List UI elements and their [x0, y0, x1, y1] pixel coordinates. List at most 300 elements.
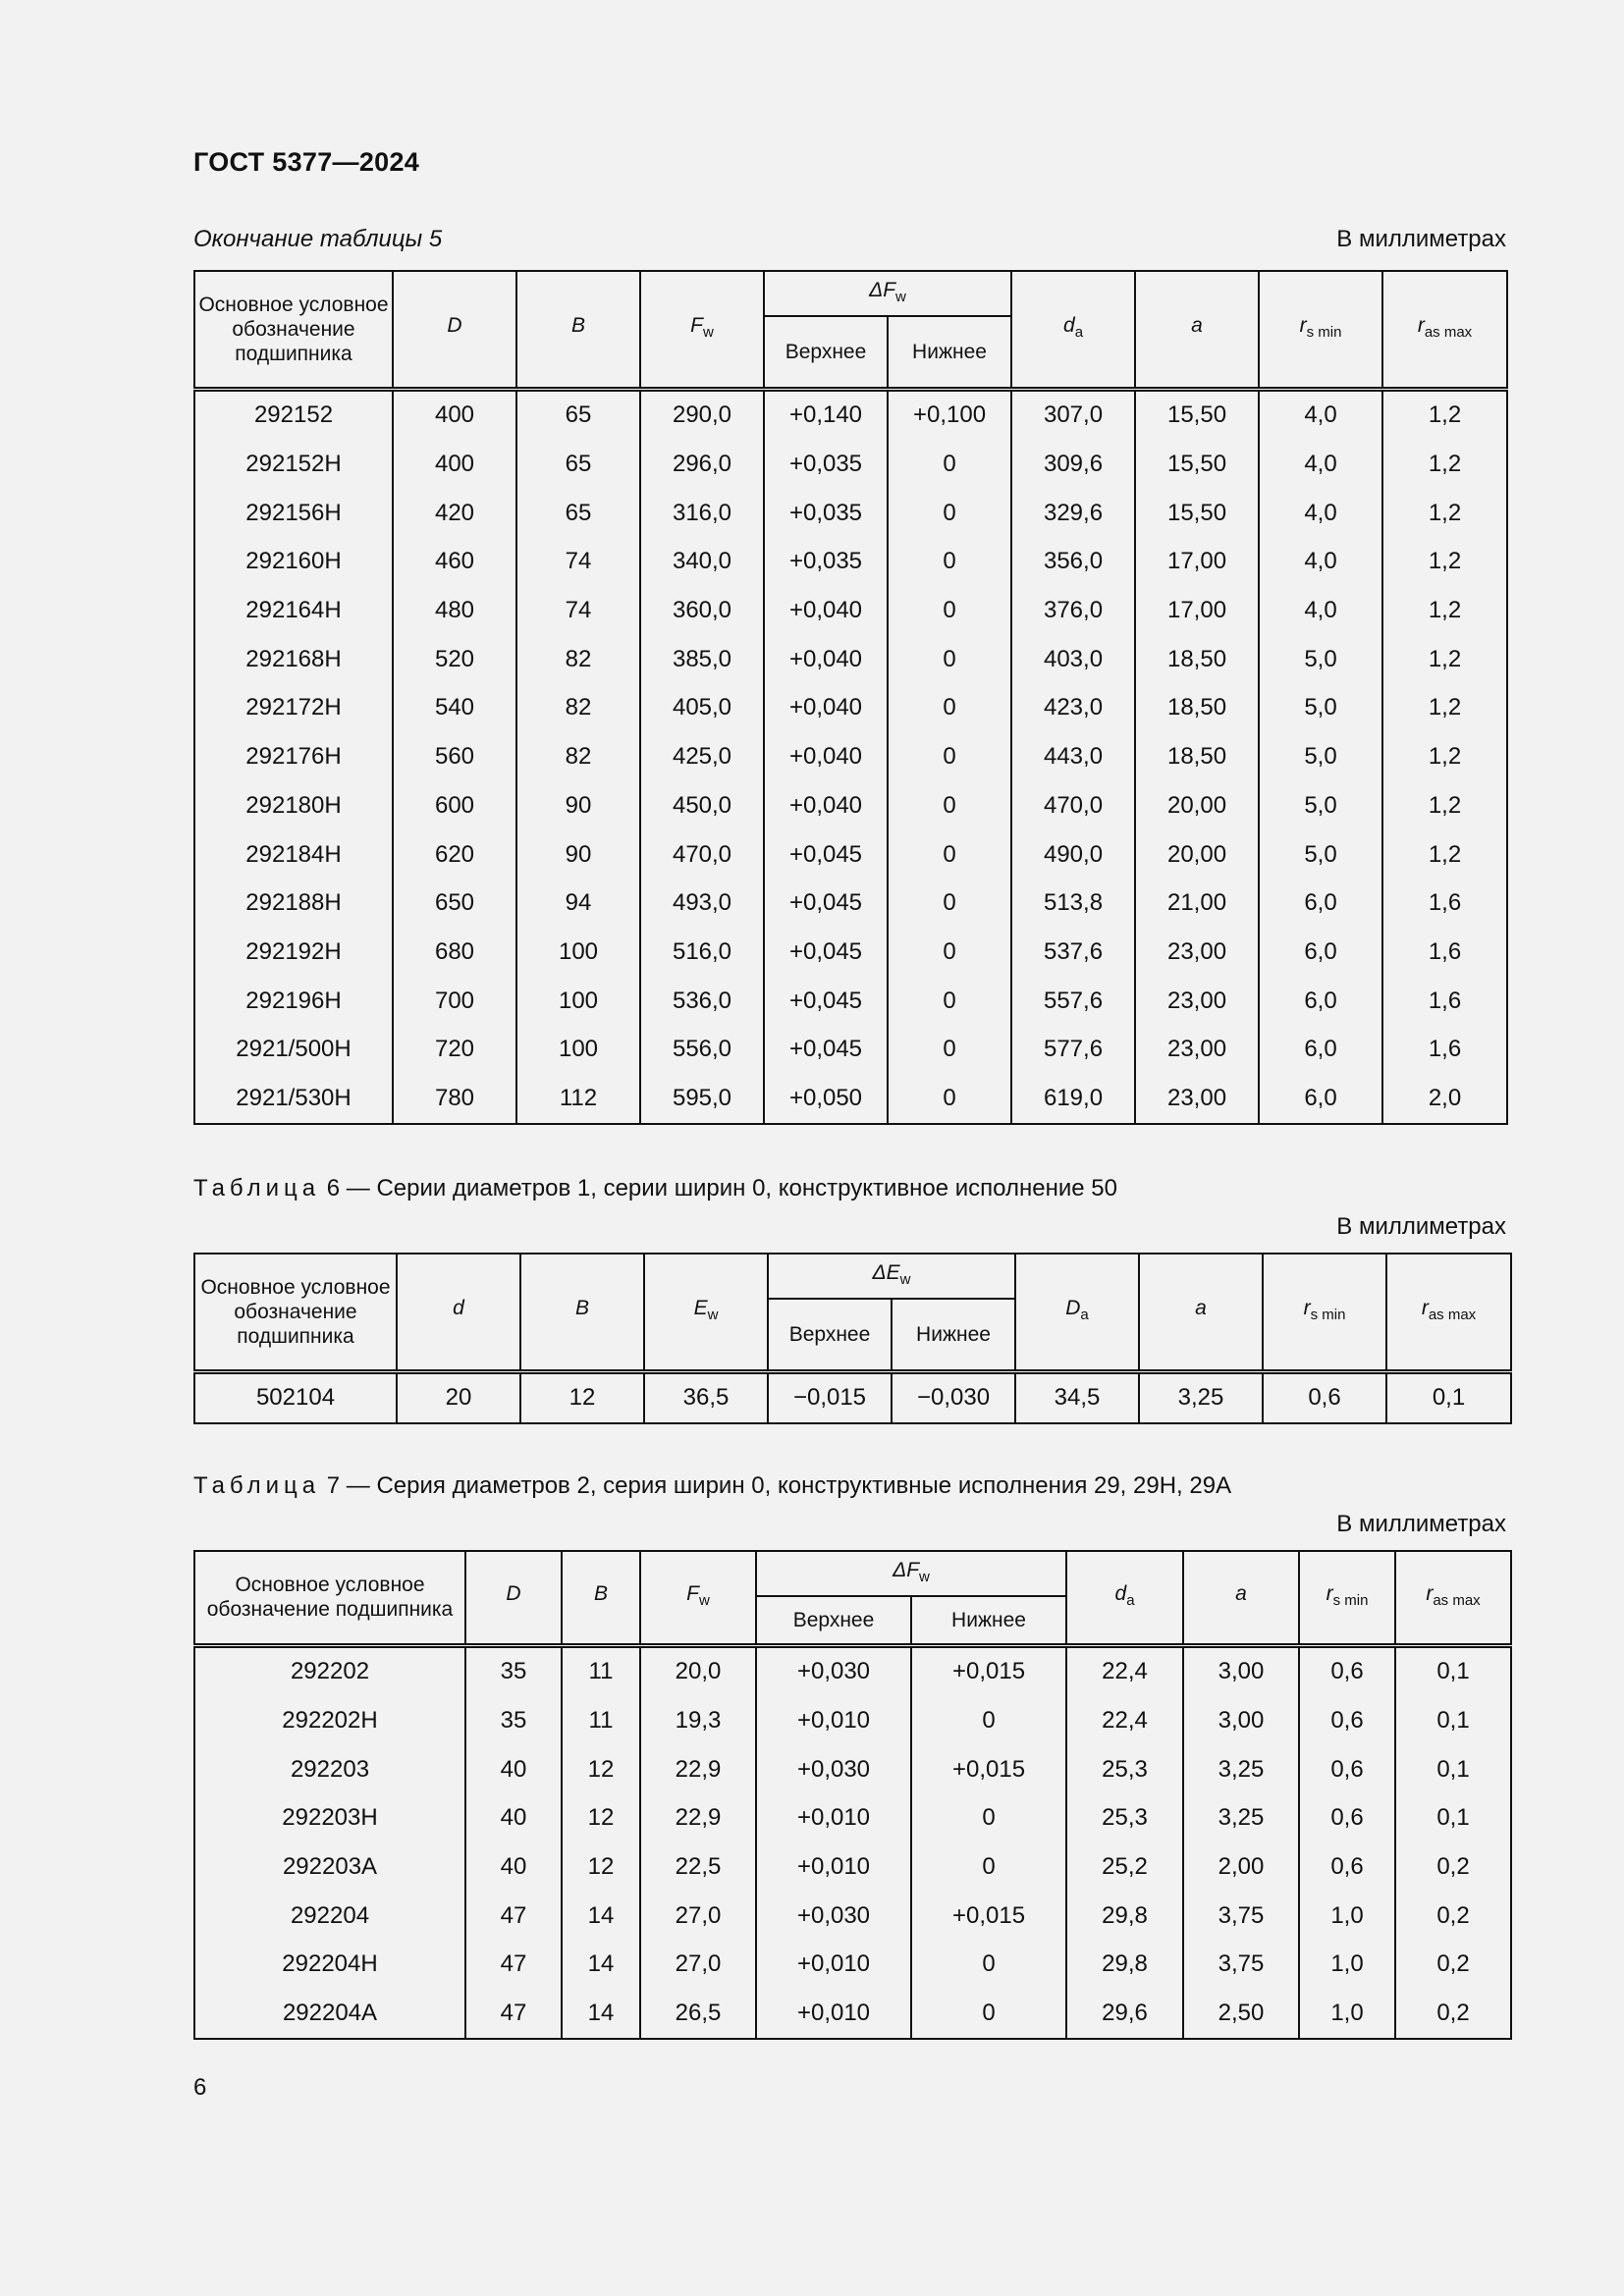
- table-cell: 443,0: [1011, 732, 1135, 781]
- table-cell: +0,050: [764, 1074, 888, 1124]
- table-cell: 5,0: [1259, 781, 1382, 830]
- table-cell: 0,6: [1299, 1794, 1395, 1843]
- table5-caption-row: [193, 226, 1506, 253]
- table-cell: 0: [911, 1989, 1066, 2039]
- table-cell: 307,0: [1011, 389, 1135, 440]
- table-cell: 290,0: [640, 389, 764, 440]
- table-cell: 22,5: [640, 1842, 756, 1892]
- table-row: [194, 879, 1507, 928]
- table-row: [194, 1892, 1511, 1941]
- table-cell: +0,010: [756, 1696, 911, 1745]
- lower-header: Нижнее: [888, 316, 1011, 389]
- col-header: $d_a$: [1066, 1551, 1183, 1645]
- table-cell: +0,100: [888, 389, 1011, 440]
- table-cell: 90: [516, 781, 640, 830]
- col-header: D: [465, 1551, 562, 1645]
- table-cell: +0,015: [911, 1892, 1066, 1941]
- table-cell: +0,045: [764, 928, 888, 977]
- table-cell: 15,50: [1135, 489, 1259, 538]
- table-cell: 4,0: [1259, 586, 1382, 635]
- table-cell: 40: [465, 1794, 562, 1843]
- table-cell: 0: [888, 781, 1011, 830]
- table-cell: 90: [516, 830, 640, 880]
- table-cell: 74: [516, 586, 640, 635]
- table-cell: +0,030: [756, 1745, 911, 1794]
- col-header: $r_{s min}$: [1259, 271, 1382, 389]
- page-number: 6: [193, 2074, 207, 2101]
- table-cell: 35: [465, 1696, 562, 1745]
- col-header: $r_{as max}$: [1382, 271, 1507, 389]
- table-row: [194, 1371, 1511, 1423]
- table-cell: +0,030: [756, 1645, 911, 1696]
- table-cell: 12: [562, 1842, 640, 1892]
- table-cell: 100: [516, 977, 640, 1026]
- table-cell: 619,0: [1011, 1074, 1135, 1124]
- table-cell: 5,0: [1259, 684, 1382, 733]
- table-row: [194, 635, 1507, 684]
- table-cell: 74: [516, 538, 640, 587]
- table-cell: 4,0: [1259, 538, 1382, 587]
- table-cell: 1,0: [1299, 1941, 1395, 1990]
- col-header: $d_a$: [1011, 271, 1135, 389]
- table-cell: 540: [393, 684, 516, 733]
- table-row: [194, 1794, 1511, 1843]
- table-cell: 376,0: [1011, 586, 1135, 635]
- table-cell: +0,015: [911, 1745, 1066, 1794]
- table-cell: 25,3: [1066, 1794, 1183, 1843]
- designation-cell: 292152: [194, 389, 393, 440]
- table-row: [194, 732, 1507, 781]
- table-cell: 309,6: [1011, 440, 1135, 489]
- table-cell: 1,6: [1382, 977, 1507, 1026]
- table-cell: 4,0: [1259, 489, 1382, 538]
- deviation-header: $\Delta E_w$: [768, 1254, 1015, 1299]
- table-cell: 112: [516, 1074, 640, 1124]
- table-row: [194, 928, 1507, 977]
- table-cell: 0,6: [1299, 1645, 1395, 1696]
- table-cell: 4,0: [1259, 440, 1382, 489]
- table7-caption-text: 7 — Серия диаметров 2, серия ширин 0, конструктивные исполнения 29, 29H, 29A: [326, 1472, 1232, 1499]
- col-header: $r_{s min}$: [1299, 1551, 1395, 1645]
- table-cell: 11: [562, 1696, 640, 1745]
- table-row: [194, 1842, 1511, 1892]
- table-cell: 460: [393, 538, 516, 587]
- table-cell: 29,8: [1066, 1941, 1183, 1990]
- table-cell: 296,0: [640, 440, 764, 489]
- table-cell: 0: [888, 489, 1011, 538]
- table-cell: 23,00: [1135, 1074, 1259, 1124]
- table-cell: 0: [911, 1842, 1066, 1892]
- table-cell: 420: [393, 489, 516, 538]
- table-cell: 1,2: [1382, 538, 1507, 587]
- table-cell: 2,50: [1183, 1989, 1299, 2039]
- designation-cell: 292160H: [194, 538, 393, 587]
- designation-cell: 292204: [194, 1892, 465, 1941]
- col-header: B: [520, 1254, 644, 1371]
- table-cell: 560: [393, 732, 516, 781]
- table-cell: 25,3: [1066, 1745, 1183, 1794]
- col-header: a: [1183, 1551, 1299, 1645]
- table-cell: 26,5: [640, 1989, 756, 2039]
- lower-header: Нижнее: [911, 1596, 1066, 1645]
- table-cell: 0,6: [1299, 1696, 1395, 1745]
- table-cell: 1,6: [1382, 928, 1507, 977]
- table-cell: −0,015: [768, 1371, 892, 1423]
- designation-cell: 292204A: [194, 1989, 465, 2039]
- table6-caption-label: Таблица: [193, 1175, 321, 1201]
- table-cell: 12: [562, 1794, 640, 1843]
- table-cell: 0: [888, 440, 1011, 489]
- table-row: [194, 1745, 1511, 1794]
- table-row: [194, 830, 1507, 880]
- table-cell: 29,6: [1066, 1989, 1183, 2039]
- table-cell: 27,0: [640, 1892, 756, 1941]
- table-cell: 385,0: [640, 635, 764, 684]
- upper-header: Верхнее: [768, 1299, 892, 1371]
- designation-cell: 292152H: [194, 440, 393, 489]
- table-cell: 340,0: [640, 538, 764, 587]
- col-header: $r_{as max}$: [1395, 1551, 1511, 1645]
- designation-cell: 292164H: [194, 586, 393, 635]
- upper-header: Верхнее: [756, 1596, 911, 1645]
- table-cell: 0: [911, 1794, 1066, 1843]
- table-cell: 100: [516, 1025, 640, 1074]
- table-cell: 40: [465, 1745, 562, 1794]
- table-cell: 3,75: [1183, 1892, 1299, 1941]
- deviation-header: $\Delta F_w$: [756, 1551, 1066, 1596]
- table-cell: 0,2: [1395, 1941, 1511, 1990]
- table-cell: 3,25: [1183, 1745, 1299, 1794]
- table-cell: 0,1: [1395, 1645, 1511, 1696]
- table-cell: 35: [465, 1645, 562, 1696]
- table-cell: 1,0: [1299, 1989, 1395, 2039]
- table-cell: 11: [562, 1645, 640, 1696]
- table-cell: 513,8: [1011, 879, 1135, 928]
- table-cell: 493,0: [640, 879, 764, 928]
- document-title: ГОСТ 5377—2024: [193, 147, 420, 177]
- table-cell: 780: [393, 1074, 516, 1124]
- designation-header: Основное условное обозначение подшипника: [194, 1254, 397, 1371]
- table-cell: 0,6: [1299, 1842, 1395, 1892]
- designation-cell: 292168H: [194, 635, 393, 684]
- table7-units: В миллиметрах: [1336, 1511, 1506, 1537]
- table-cell: 0: [911, 1696, 1066, 1745]
- table-cell: 403,0: [1011, 635, 1135, 684]
- table-cell: 12: [562, 1745, 640, 1794]
- table-cell: 577,6: [1011, 1025, 1135, 1074]
- table-cell: 82: [516, 732, 640, 781]
- col-header: $F_w$: [640, 1551, 756, 1645]
- table-cell: 0,1: [1395, 1745, 1511, 1794]
- table-cell: 14: [562, 1892, 640, 1941]
- table-cell: 0: [888, 1074, 1011, 1124]
- table-cell: +0,035: [764, 440, 888, 489]
- table-cell: +0,040: [764, 684, 888, 733]
- table-cell: 600: [393, 781, 516, 830]
- table-cell: 0: [888, 928, 1011, 977]
- table-row: [194, 538, 1507, 587]
- table-cell: 5,0: [1259, 830, 1382, 880]
- table-cell: 5,0: [1259, 732, 1382, 781]
- table-cell: 0,6: [1263, 1371, 1386, 1423]
- table-cell: 620: [393, 830, 516, 880]
- table-cell: 556,0: [640, 1025, 764, 1074]
- table-cell: 2,0: [1382, 1074, 1507, 1124]
- table-cell: 720: [393, 1025, 516, 1074]
- designation-cell: 292203H: [194, 1794, 465, 1843]
- table-cell: 65: [516, 389, 640, 440]
- designation-cell: 292202: [194, 1645, 465, 1696]
- table-row: [194, 489, 1507, 538]
- col-header: d: [397, 1254, 520, 1371]
- designation-cell: 292184H: [194, 830, 393, 880]
- designation-cell: 292203A: [194, 1842, 465, 1892]
- table-cell: 520: [393, 635, 516, 684]
- table-cell: 1,2: [1382, 830, 1507, 880]
- table-cell: 1,2: [1382, 586, 1507, 635]
- table-cell: 0,1: [1395, 1696, 1511, 1745]
- table-cell: 12: [520, 1371, 644, 1423]
- table-cell: +0,040: [764, 635, 888, 684]
- table-cell: +0,045: [764, 830, 888, 880]
- designation-cell: 292204H: [194, 1941, 465, 1990]
- table-cell: 23,00: [1135, 1025, 1259, 1074]
- table-cell: +0,040: [764, 732, 888, 781]
- col-header: $D_a$: [1015, 1254, 1139, 1371]
- table6-caption-row: [193, 1175, 1506, 1202]
- table-row: [194, 586, 1507, 635]
- col-header: B: [516, 271, 640, 389]
- table-row: [194, 1025, 1507, 1074]
- table-cell: +0,045: [764, 879, 888, 928]
- table-cell: +0,045: [764, 1025, 888, 1074]
- table-cell: 20,0: [640, 1645, 756, 1696]
- table-cell: 22,9: [640, 1745, 756, 1794]
- table-cell: 0: [888, 830, 1011, 880]
- table-cell: 6,0: [1259, 1074, 1382, 1124]
- table-row: [194, 389, 1507, 440]
- table-cell: 316,0: [640, 489, 764, 538]
- table-cell: +0,010: [756, 1989, 911, 2039]
- table-cell: 94: [516, 879, 640, 928]
- table-cell: +0,010: [756, 1941, 911, 1990]
- table-cell: 450,0: [640, 781, 764, 830]
- table-cell: 6,0: [1259, 879, 1382, 928]
- designation-cell: 292172H: [194, 684, 393, 733]
- table-cell: +0,040: [764, 781, 888, 830]
- table-cell: 18,50: [1135, 684, 1259, 733]
- table-cell: 3,75: [1183, 1941, 1299, 1990]
- table-cell: +0,040: [764, 586, 888, 635]
- table-cell: 22,4: [1066, 1645, 1183, 1696]
- table-cell: 18,50: [1135, 635, 1259, 684]
- designation-cell: 292202H: [194, 1696, 465, 1745]
- designation-cell: 292176H: [194, 732, 393, 781]
- table-cell: 356,0: [1011, 538, 1135, 587]
- table-cell: 700: [393, 977, 516, 1026]
- designation-header: Основное условное обозначение подшипника: [194, 1551, 465, 1645]
- table-cell: 1,6: [1382, 879, 1507, 928]
- table-row: [194, 1941, 1511, 1990]
- table-cell: 6,0: [1259, 977, 1382, 1026]
- table-cell: 470,0: [1011, 781, 1135, 830]
- table-cell: 405,0: [640, 684, 764, 733]
- table-cell: 1,2: [1382, 635, 1507, 684]
- table7-caption-label: Таблица: [193, 1472, 321, 1499]
- table-cell: +0,010: [756, 1794, 911, 1843]
- table-cell: 650: [393, 879, 516, 928]
- table-cell: 3,00: [1183, 1645, 1299, 1696]
- table-cell: 0: [888, 635, 1011, 684]
- table-cell: 1,2: [1382, 489, 1507, 538]
- table-cell: 14: [562, 1941, 640, 1990]
- table-cell: 100: [516, 928, 640, 977]
- table-cell: 21,00: [1135, 879, 1259, 928]
- table-cell: 82: [516, 635, 640, 684]
- lower-header: Нижнее: [892, 1299, 1015, 1371]
- table-cell: 15,50: [1135, 389, 1259, 440]
- table-cell: 360,0: [640, 586, 764, 635]
- table-cell: 0: [911, 1941, 1066, 1990]
- col-header: a: [1139, 1254, 1263, 1371]
- table-cell: 36,5: [644, 1371, 768, 1423]
- table-cell: 3,25: [1139, 1371, 1263, 1423]
- upper-header: Верхнее: [764, 316, 888, 389]
- table-row: [194, 1074, 1507, 1124]
- table-cell: 40: [465, 1842, 562, 1892]
- table-cell: 680: [393, 928, 516, 977]
- designation-cell: 292203: [194, 1745, 465, 1794]
- table-cell: 65: [516, 440, 640, 489]
- table-6: [193, 1253, 1512, 1424]
- table-cell: 20: [397, 1371, 520, 1423]
- designation-header: Основное условное обозначение подшипника: [194, 271, 393, 389]
- table-cell: 400: [393, 389, 516, 440]
- table-cell: 595,0: [640, 1074, 764, 1124]
- table-cell: 0,2: [1395, 1892, 1511, 1941]
- table-cell: 490,0: [1011, 830, 1135, 880]
- table-cell: 29,8: [1066, 1892, 1183, 1941]
- table-cell: 516,0: [640, 928, 764, 977]
- table-cell: 0,1: [1395, 1794, 1511, 1843]
- table-cell: 4,0: [1259, 389, 1382, 440]
- table-cell: 0: [888, 538, 1011, 587]
- col-header: D: [393, 271, 516, 389]
- designation-cell: 292156H: [194, 489, 393, 538]
- table7-caption-row: [193, 1472, 1506, 1500]
- table-cell: 0,2: [1395, 1989, 1511, 2039]
- table-cell: 536,0: [640, 977, 764, 1026]
- table-cell: 0,2: [1395, 1842, 1511, 1892]
- table5-caption: Окончание таблицы 5: [193, 226, 443, 252]
- table6-units: В миллиметрах: [1336, 1213, 1506, 1240]
- table-cell: 47: [465, 1941, 562, 1990]
- table-cell: 20,00: [1135, 830, 1259, 880]
- table-cell: 0: [888, 586, 1011, 635]
- table-cell: 15,50: [1135, 440, 1259, 489]
- table-row: [194, 1989, 1511, 2039]
- table-cell: 423,0: [1011, 684, 1135, 733]
- table-cell: 537,6: [1011, 928, 1135, 977]
- table-row: [194, 684, 1507, 733]
- table-row: [194, 1645, 1511, 1696]
- table-7: [193, 1550, 1512, 2040]
- col-header: $F_w$: [640, 271, 764, 389]
- col-header: $r_{as max}$: [1386, 1254, 1511, 1371]
- deviation-header: $\Delta F_w$: [764, 271, 1011, 316]
- table-cell: 0: [888, 879, 1011, 928]
- table-5: [193, 270, 1508, 1125]
- table-cell: 0: [888, 732, 1011, 781]
- table-cell: 400: [393, 440, 516, 489]
- table5-units: В миллиметрах: [1336, 226, 1506, 252]
- designation-cell: 2921/500H: [194, 1025, 393, 1074]
- designation-cell: 292196H: [194, 977, 393, 1026]
- table-cell: 0,1: [1386, 1371, 1511, 1423]
- table-cell: +0,140: [764, 389, 888, 440]
- table-cell: 22,9: [640, 1794, 756, 1843]
- table6-caption-text: 6 — Серии диаметров 1, серии ширин 0, конструктивное исполнение 50: [326, 1175, 1117, 1201]
- designation-cell: 502104: [194, 1371, 397, 1423]
- table-cell: −0,030: [892, 1371, 1015, 1423]
- table-cell: +0,035: [764, 538, 888, 587]
- table-cell: 19,3: [640, 1696, 756, 1745]
- table-cell: 47: [465, 1892, 562, 1941]
- table-cell: 14: [562, 1989, 640, 2039]
- table-row: [194, 1696, 1511, 1745]
- table-row: [194, 781, 1507, 830]
- table-row: [194, 977, 1507, 1026]
- table-cell: 25,2: [1066, 1842, 1183, 1892]
- table-cell: 1,2: [1382, 684, 1507, 733]
- table-cell: 470,0: [640, 830, 764, 880]
- table-cell: 82: [516, 684, 640, 733]
- col-header: B: [562, 1551, 640, 1645]
- designation-cell: 292192H: [194, 928, 393, 977]
- table-cell: +0,030: [756, 1892, 911, 1941]
- table-cell: 27,0: [640, 1941, 756, 1990]
- table-cell: 47: [465, 1989, 562, 2039]
- table-cell: 0: [888, 1025, 1011, 1074]
- table-row: [194, 440, 1507, 489]
- table-cell: +0,035: [764, 489, 888, 538]
- table-cell: 23,00: [1135, 928, 1259, 977]
- table-cell: 5,0: [1259, 635, 1382, 684]
- table-cell: 34,5: [1015, 1371, 1139, 1423]
- table-cell: +0,045: [764, 977, 888, 1026]
- table-cell: 0: [888, 684, 1011, 733]
- table-cell: 3,25: [1183, 1794, 1299, 1843]
- table-cell: +0,015: [911, 1645, 1066, 1696]
- table-cell: 17,00: [1135, 538, 1259, 587]
- designation-cell: 292180H: [194, 781, 393, 830]
- table-cell: 2,00: [1183, 1842, 1299, 1892]
- table-cell: 18,50: [1135, 732, 1259, 781]
- table-cell: 480: [393, 586, 516, 635]
- table-cell: 0: [888, 977, 1011, 1026]
- table-cell: 3,00: [1183, 1696, 1299, 1745]
- table-cell: 0,6: [1299, 1745, 1395, 1794]
- table-cell: 1,2: [1382, 732, 1507, 781]
- table-cell: 1,2: [1382, 781, 1507, 830]
- col-header: $r_{s min}$: [1263, 1254, 1386, 1371]
- table-cell: +0,010: [756, 1842, 911, 1892]
- table-cell: 557,6: [1011, 977, 1135, 1026]
- table-cell: 6,0: [1259, 928, 1382, 977]
- table-cell: 1,2: [1382, 440, 1507, 489]
- table-cell: 6,0: [1259, 1025, 1382, 1074]
- table-cell: 22,4: [1066, 1696, 1183, 1745]
